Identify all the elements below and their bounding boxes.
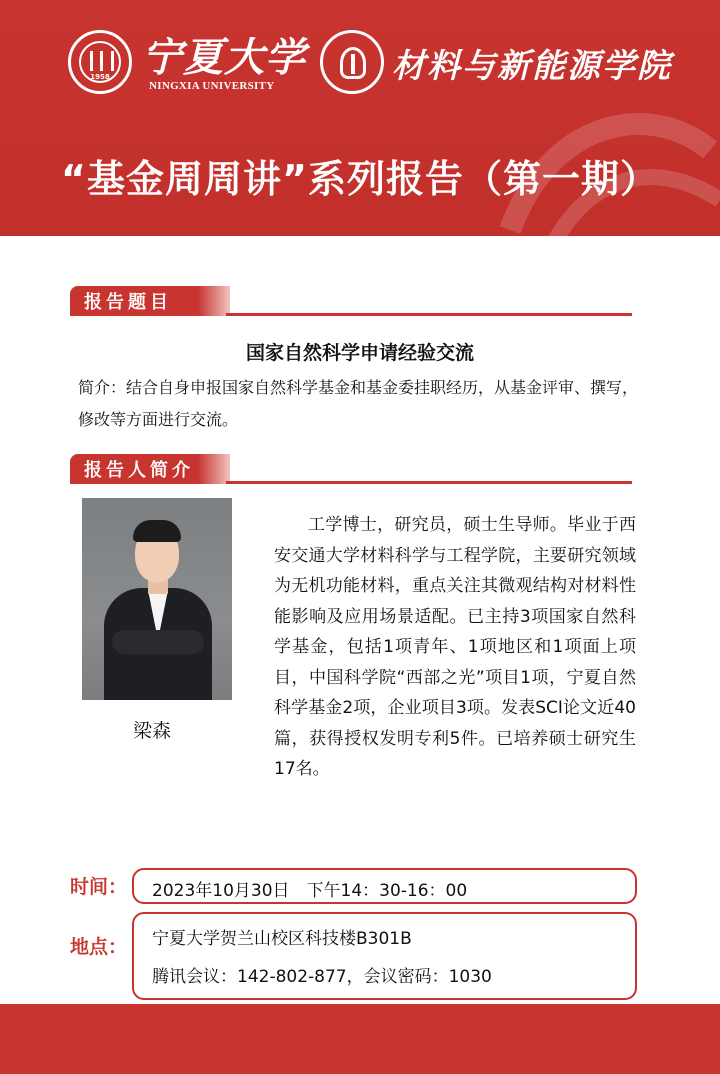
report-title: 国家自然科学申请经验交流 [245, 342, 474, 364]
time-box [132, 868, 637, 904]
logo-year: 1958 [90, 73, 110, 81]
speaker-photo [82, 498, 232, 700]
speaker-name: 梁森 [132, 720, 171, 742]
topic-section-tag [70, 286, 230, 316]
time-label: 时间： [70, 876, 128, 898]
speaker-section-tag [70, 454, 230, 484]
topic-section-label: 报告题目 [84, 292, 172, 313]
ningxia-university-logo [68, 30, 132, 94]
place-address: 宁夏大学贺兰山校区科技楼B301B [152, 929, 412, 949]
poster-header [0, 0, 720, 236]
poster-footer [0, 1004, 720, 1074]
university-name: 宁夏大学 [142, 34, 306, 81]
poster-title: “基金周周讲”系列报告（第一期） [61, 157, 659, 201]
topic-divider [226, 313, 632, 316]
speaker-section-label: 报告人简介 [84, 460, 194, 481]
college-logo [320, 30, 384, 94]
time-value: 2023年10月30日 下午14：30-16：00 [152, 881, 468, 901]
speaker-divider [226, 481, 632, 484]
college-name: 材料与新能源学院 [392, 46, 672, 85]
report-intro: 简介：结合自身申报国家自然科学基金和基金委挂职经历，从基金评审、撰写，修改等方面进行交流。 [78, 378, 639, 429]
university-name-en: NINGXIA UNIVERSITY [149, 80, 275, 92]
speaker-bio: 工学博士，研究员，硕士生导师。毕业于西安交通大学材料科学与工程学院，主要研究领域为无机功能材料，重点关注其微观结构对材料性能影响及应用场景适配。已主持3项国家自然科学基金，包括1项青年、1项地区和1项面上项目，中国科学院“西部之光”项目1项，宁夏自然科学基金2项，企业项目3项。发表SCI论文近40篇，获得授权发明专利5件。已培养硕士研究生17名。 [274, 515, 636, 779]
place-label: 地点： [70, 936, 128, 958]
place-meeting: 腾讯会议：142-802-877，会议密码：1030 [152, 967, 492, 987]
place-box [132, 912, 637, 1000]
